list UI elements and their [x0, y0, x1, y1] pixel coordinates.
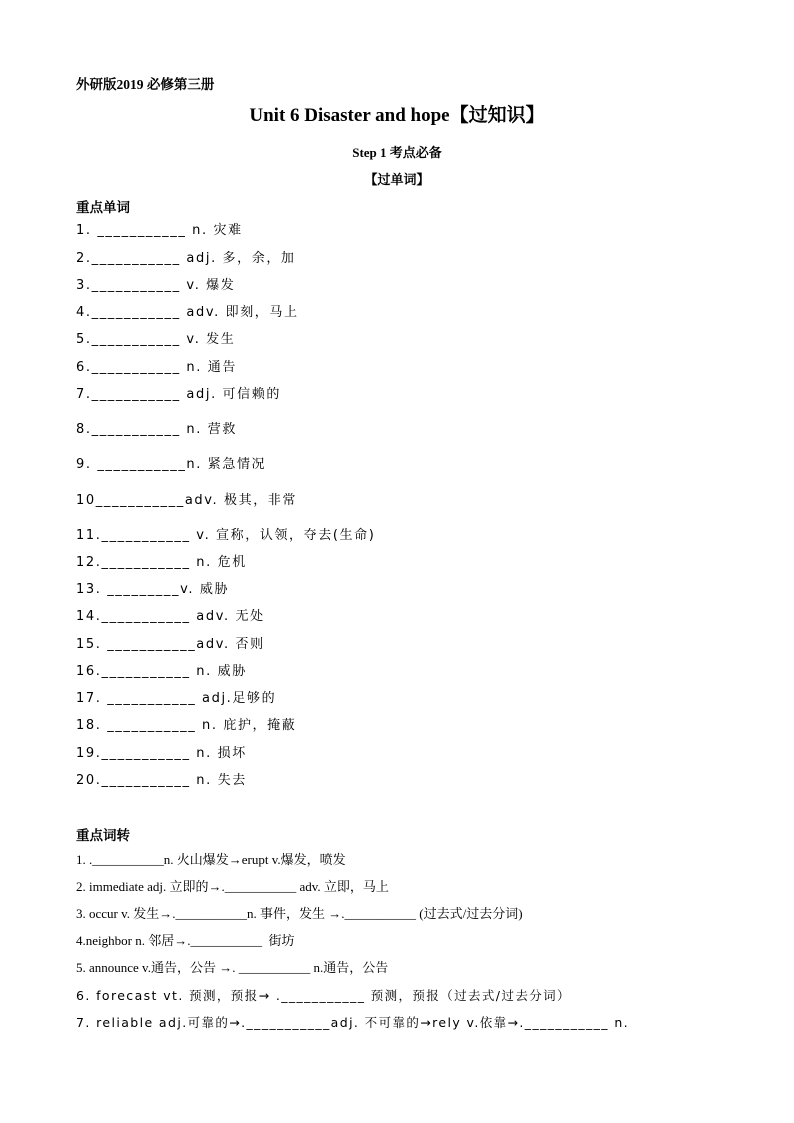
step-heading: Step 1 考点必备	[352, 145, 442, 160]
vocab-item: 10___________adv. 极其，非常	[76, 493, 298, 508]
vocab-item: 20.___________ n. 失去	[76, 773, 247, 788]
vocab-item: 14.___________ adv. 无处	[76, 609, 265, 624]
vocab-item: 18. ___________ n. 庇护，掩蔽	[76, 718, 297, 733]
derivation-item: 4.neighbor n. 邻居→.___________ 街坊	[76, 933, 295, 948]
vocab-item: 1. ___________ n. 灾难	[76, 223, 243, 238]
sub-heading: 【过单词】	[364, 172, 430, 187]
derivation-item: 7. reliable adj.可靠的→.___________adj. 不可靠的→rely v.依靠→.___________ n.	[76, 1015, 630, 1030]
vocab-item: 17. ___________ adj.足够的	[76, 691, 277, 706]
derivation-item: 3. occur v. 发生→.___________n. 事件，发生 →.___________ (过去式/过去分词)	[76, 906, 523, 921]
vocab-item: 16.___________ n. 威胁	[76, 664, 247, 679]
vocab-item: 8.___________ n. 营救	[76, 422, 237, 437]
vocab-item: 19.___________ n. 损坏	[76, 746, 247, 761]
derivation-item: 6. forecast vt. 预测，预报→ .___________ 预测，预报（过去式/过去分词）	[76, 988, 571, 1003]
vocab-item: 15. ___________adv. 否则	[76, 637, 265, 652]
vocab-item: 7.___________ adj. 可信赖的	[76, 387, 281, 402]
vocab-item: 9. ___________n. 紧急情况	[76, 457, 267, 472]
vocab-item: 6.___________ n. 通告	[76, 360, 237, 375]
derivation-item: 2. immediate adj. 立即的→.___________ adv. 立即，马上	[76, 879, 389, 894]
vocab-item: 3.___________ v. 爆发	[76, 278, 236, 293]
derivation-item: 5. announce v.通告，公告 →. ___________ n.通告，公告	[76, 960, 389, 975]
derivation-section-heading: 重点词转	[76, 828, 130, 843]
vocab-item: 4.___________ adv. 即刻，马上	[76, 305, 299, 320]
vocab-item: 2.___________ adj. 多，余，加	[76, 251, 296, 266]
vocab-item: 11.___________ v. 宣称，认领，夺去(生命)	[76, 528, 376, 543]
vocab-item: 12.___________ n. 危机	[76, 555, 247, 570]
vocab-section-heading: 重点单词	[76, 200, 130, 215]
page-title: Unit 6 Disaster and hope【过知识】	[249, 105, 545, 126]
derivation-item: 1. .___________n. 火山爆发→erupt v.爆发，喷发	[76, 852, 346, 867]
vocab-item: 13. _________v. 威胁	[76, 582, 230, 597]
textbook-label: 外研版2019 必修第三册	[76, 77, 215, 92]
vocab-item: 5.___________ v. 发生	[76, 332, 236, 347]
